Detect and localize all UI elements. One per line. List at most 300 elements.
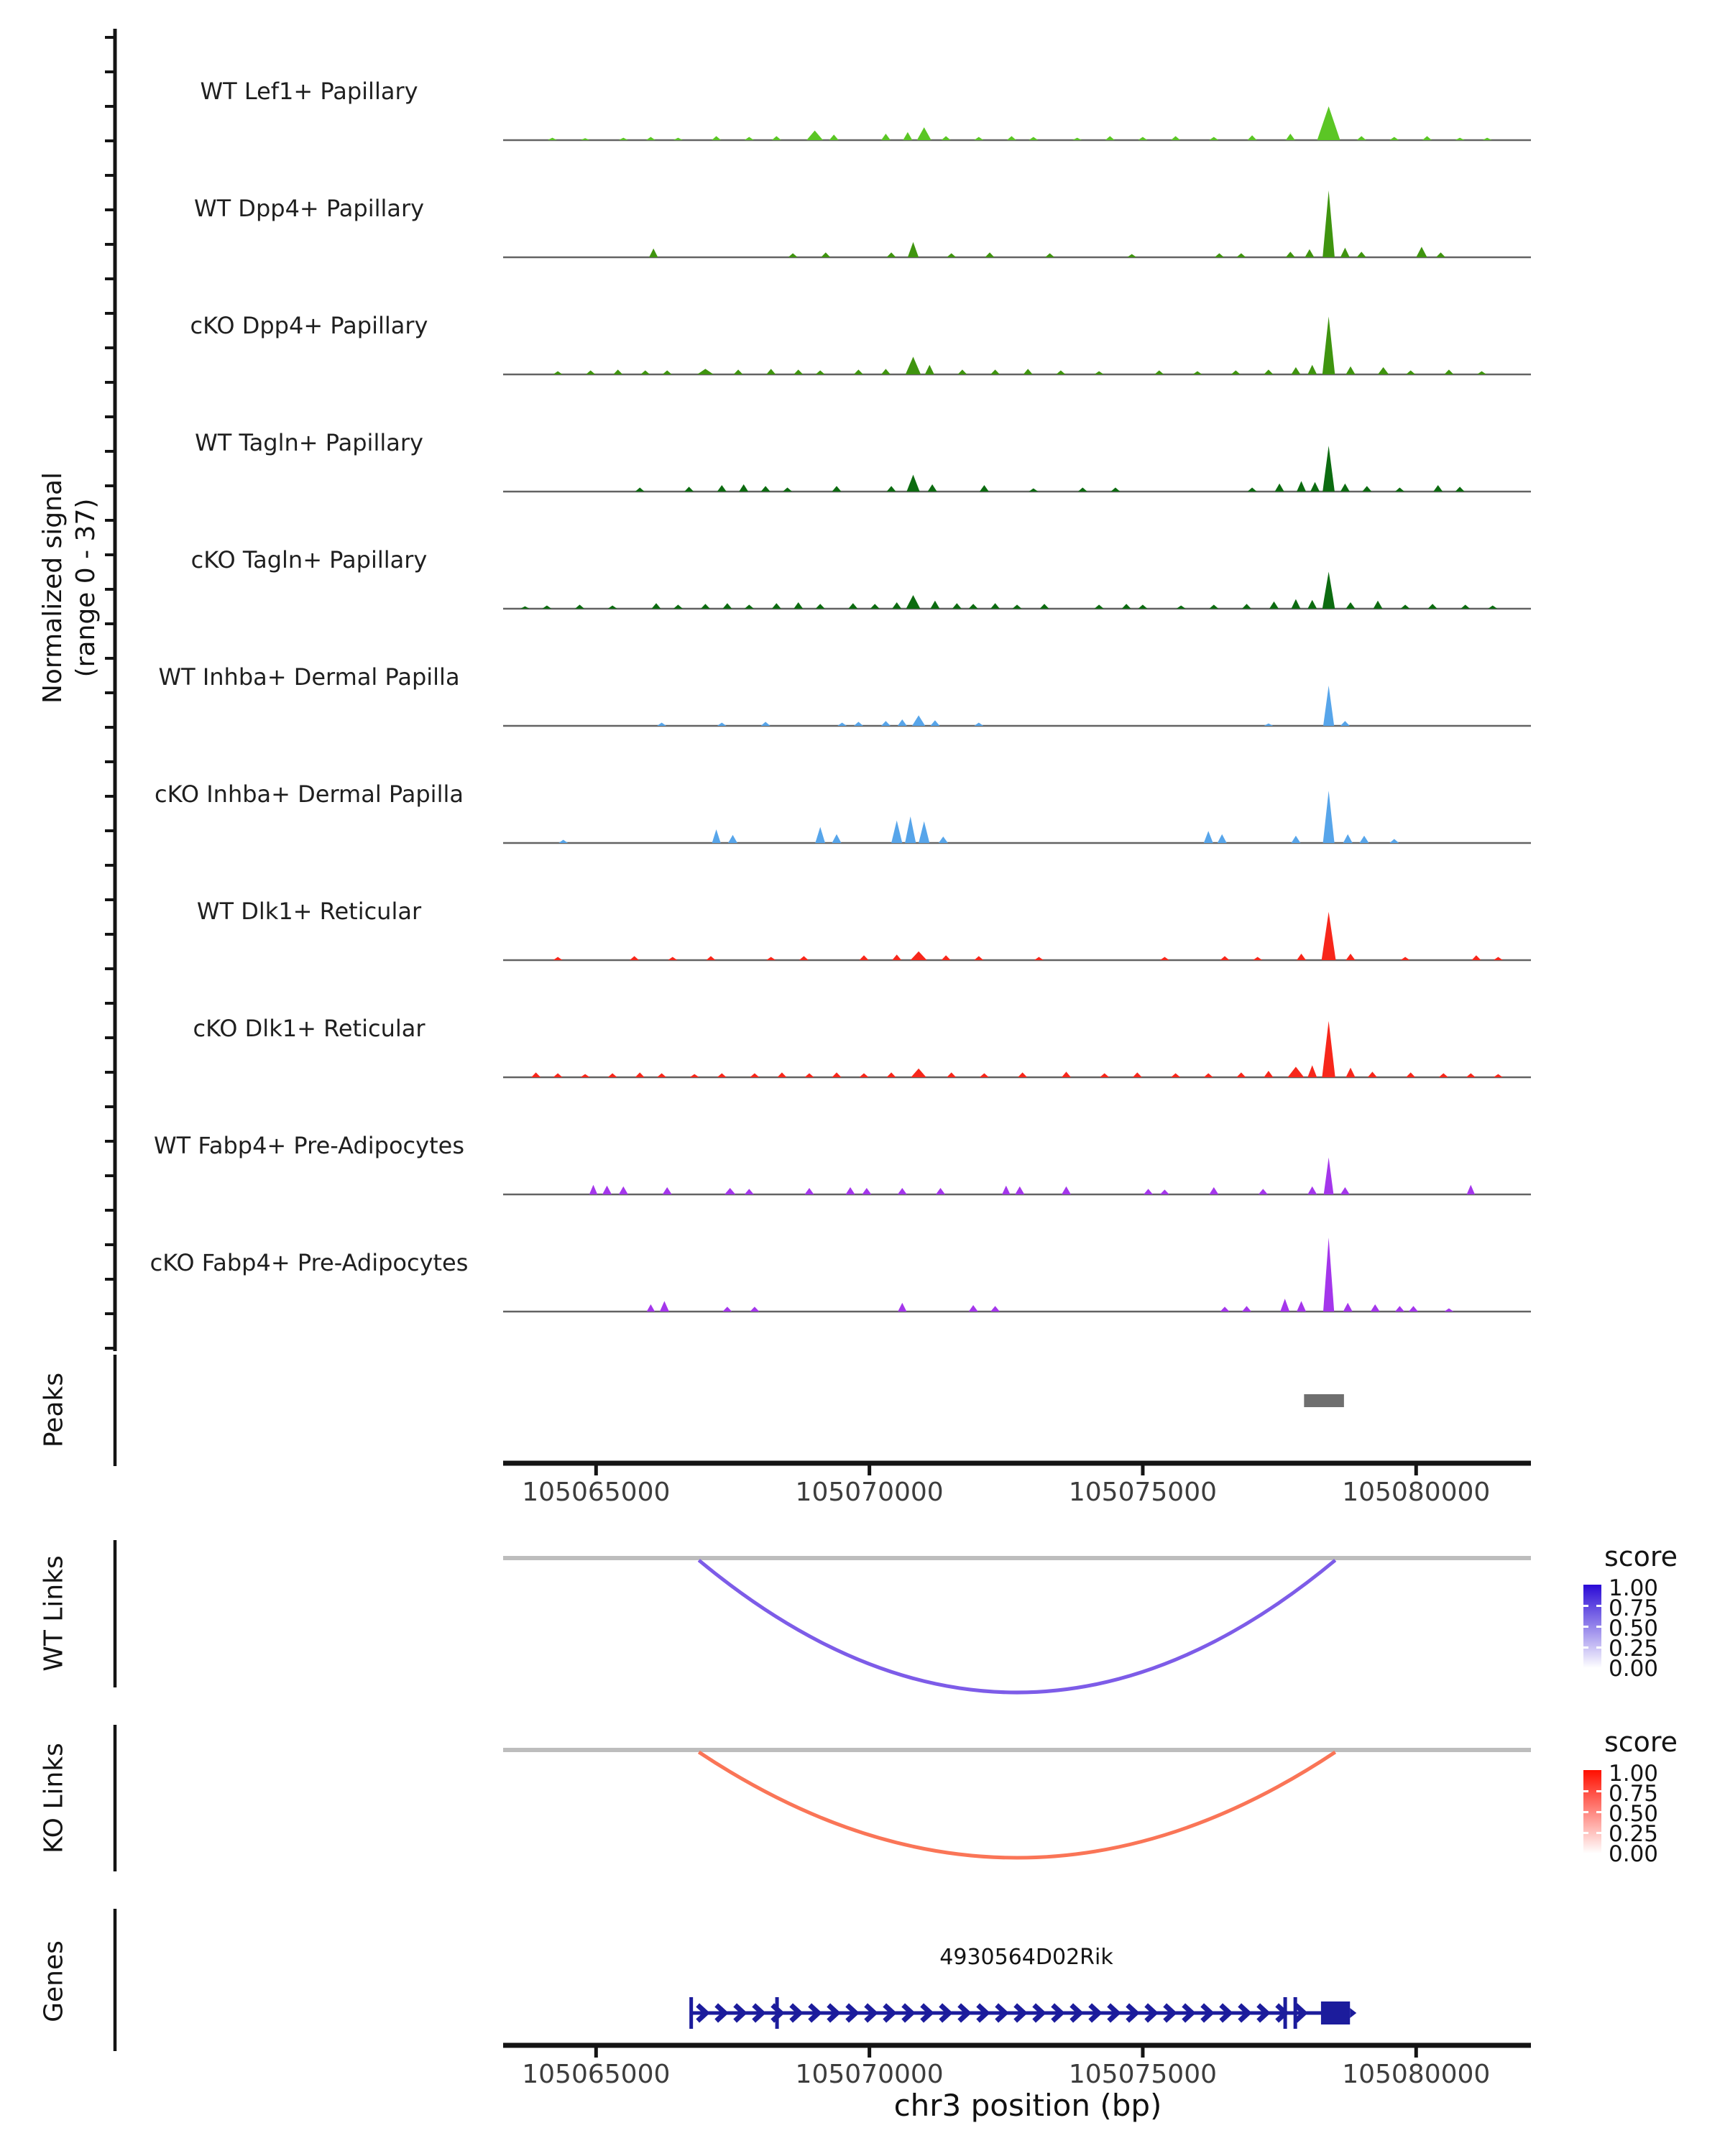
coverage-peak-area	[548, 138, 557, 140]
coverage-peak-area	[1466, 1073, 1476, 1077]
coverage-peak-area	[649, 249, 658, 257]
coverage-peak-area	[1357, 136, 1366, 140]
coverage-peak-area	[1346, 602, 1356, 609]
coverage-peak-area	[1177, 606, 1186, 609]
coverage-peak-area	[761, 722, 770, 726]
wt-score-tick: 0.75	[1609, 1595, 1659, 1621]
coverage-peak-area	[1220, 1307, 1230, 1312]
coverage-peak-area	[1322, 446, 1335, 492]
coverage-peak-area	[712, 829, 721, 843]
coverage-peak-area	[608, 606, 617, 609]
coverage-peak-area	[906, 595, 921, 609]
coverage-peak-area	[1264, 369, 1273, 374]
coverage-peak-area	[1242, 604, 1251, 609]
coverage-peak-area	[1346, 367, 1356, 374]
ko-score-legend	[1578, 1726, 1725, 1913]
gene-exon-tick	[1284, 1997, 1287, 2029]
coverage-peak-area	[898, 1188, 907, 1194]
coverage-peak-area	[1460, 604, 1470, 609]
coverage-peak-area	[712, 136, 721, 140]
coverage-peak-area	[1138, 137, 1148, 141]
coverage-peak-area	[750, 1307, 759, 1312]
coverage-peak-area	[1292, 599, 1301, 609]
coverage-peak-area	[958, 369, 967, 374]
coverage-peak-area	[722, 603, 732, 609]
coverage-peak-area	[734, 369, 743, 374]
coverage-peak-area	[701, 604, 710, 609]
coverage-peak-area	[1275, 484, 1284, 492]
ko-score-tick: 0.75	[1609, 1781, 1659, 1807]
coverage-peak-area	[630, 956, 639, 960]
coverage-peak-area	[892, 954, 901, 960]
coverage-peak-area	[1160, 1189, 1169, 1194]
coverage-peak-area	[1297, 1301, 1306, 1312]
coverage-peak-area	[1322, 572, 1335, 609]
ko-score-legend-title: score	[1604, 1726, 1678, 1758]
track-label: WT Dpp4+ Papillary	[193, 195, 425, 222]
track-label: cKO Inhba+ Dermal Papilla	[155, 780, 464, 808]
coverage-peak-area	[1444, 1309, 1453, 1312]
coverage-peak-area	[745, 1189, 754, 1194]
coverage-peak-area	[925, 365, 934, 374]
ko-score-tick: 1.00	[1609, 1761, 1659, 1787]
coverage-peak-area	[906, 356, 921, 374]
coverage-peak-area	[657, 1073, 666, 1077]
coverage-peak-area	[646, 137, 656, 141]
coverage-peak-area	[1297, 954, 1306, 960]
coverage-peak-area	[558, 840, 568, 844]
coverage-peak-area	[690, 1074, 699, 1078]
coverage-peak-area	[1401, 957, 1410, 961]
coverage-peak-area	[805, 1073, 814, 1077]
coverage-peak-area	[821, 252, 830, 257]
coverage-peak-area	[707, 956, 716, 960]
coverage-peak-area	[1374, 601, 1383, 609]
coverage-peak-area	[919, 821, 929, 843]
section-label-peaks: Peaks	[39, 1372, 69, 1448]
coverage-peak-area	[766, 957, 776, 961]
coverage-peak-area	[1280, 1299, 1289, 1312]
coverage-peak-area	[766, 369, 776, 374]
coverage-peak-area	[1110, 487, 1120, 492]
coverage-peak-area	[602, 1186, 612, 1194]
gene-exon-box	[1321, 2001, 1350, 2024]
coverage-peak-area	[553, 1073, 563, 1077]
x-tick-label: 105065000	[522, 2060, 671, 2089]
coverage-peak-area	[1409, 1306, 1418, 1312]
coverage-peak-area	[1340, 1187, 1350, 1194]
gene-exon-tick	[1294, 1997, 1297, 2029]
coverage-peak-area	[575, 604, 584, 609]
coverage-peak-area	[1002, 1186, 1010, 1194]
coverage-peak-area	[1340, 721, 1350, 726]
coverage-peak-area	[739, 484, 748, 492]
y-axis-title	[37, 472, 103, 704]
coverage-peak-area	[1322, 316, 1335, 374]
coverage-peak-area	[647, 1304, 655, 1312]
coverage-peak-area	[1127, 254, 1136, 258]
coverage-peak-area	[1389, 137, 1399, 141]
coverage-peak-area	[1288, 1067, 1305, 1077]
coverage-peak-area	[1078, 487, 1087, 492]
coverage-peak-area	[1105, 136, 1115, 140]
coverage-peak-area	[952, 603, 962, 609]
coverage-peak-area	[663, 370, 672, 374]
coverage-peak-area	[887, 1072, 896, 1077]
coverage-peak-area	[1428, 604, 1438, 609]
coverage-peak-area	[911, 952, 927, 960]
wt-score-tick: 0.25	[1609, 1636, 1659, 1662]
coverage-peak-area	[1455, 487, 1465, 492]
coverage-peak-area	[1488, 606, 1497, 609]
coverage-peak-area	[640, 370, 650, 374]
coverage-peak-area	[1322, 1021, 1335, 1077]
coverage-peak-area	[1307, 1065, 1317, 1077]
x-tick-label: 105065000	[522, 1478, 671, 1507]
coverage-peak-area	[1218, 834, 1227, 843]
coverage-peak-area	[911, 1069, 926, 1077]
coverage-peak-area	[1455, 138, 1465, 140]
coverage-peak-area	[1056, 370, 1065, 374]
coverage-peak-area	[1307, 600, 1317, 609]
section-label-wt-links: WT Links	[39, 1555, 69, 1672]
legend-quarter-notch	[1583, 1626, 1588, 1628]
gene-exon-tick	[776, 1997, 779, 2029]
coverage-peak-area	[870, 604, 880, 609]
coverage-peak-area	[1433, 485, 1443, 492]
coverage-peak-area	[1322, 912, 1336, 960]
coverage-peak-area	[1144, 1189, 1153, 1194]
coverage-peak-area	[717, 723, 727, 727]
coverage-peak-area	[917, 127, 932, 140]
coverage-peak-area	[969, 604, 978, 609]
coverage-peak-area	[1444, 369, 1453, 374]
coverage-peak-area	[728, 835, 737, 843]
coverage-peak-area	[980, 485, 989, 492]
coverage-peak-area	[832, 834, 842, 843]
coverage-peak-area	[881, 369, 891, 374]
coverage-peak-area	[1242, 1306, 1251, 1312]
coverage-peak-area	[1231, 370, 1241, 374]
coverage-peak-area	[881, 721, 891, 726]
coverage-peak-area	[581, 138, 590, 140]
x-tick-label: 105080000	[1342, 2060, 1491, 2089]
coverage-peak-area	[1467, 1185, 1475, 1194]
coverage-peak-area	[816, 370, 825, 374]
wt-score-legend	[1578, 1541, 1725, 1728]
coverage-peak-area	[788, 253, 798, 257]
coverage-peak-area	[1015, 1187, 1024, 1194]
coverage-peak-area	[581, 1074, 590, 1078]
track-label: WT Lef1+ Papillary	[200, 78, 418, 105]
coverage-peak-area	[1368, 1072, 1377, 1077]
track-label: cKO Dlk1+ Reticular	[193, 1015, 426, 1042]
coverage-peak-area	[697, 369, 714, 374]
coverage-peak-area	[673, 138, 683, 140]
coverage-peak-area	[985, 252, 995, 257]
coverage-peak-area	[860, 1073, 869, 1077]
coverage-peak-area	[846, 1187, 855, 1194]
coverage-peak-area	[1204, 1073, 1213, 1077]
track-label: WT Tagln+ Papillary	[195, 429, 423, 456]
coverage-peak-area	[832, 1072, 842, 1077]
coverage-peak-area	[619, 1187, 628, 1194]
coverage-peak-area	[745, 604, 754, 609]
coverage-peak-area	[619, 138, 628, 140]
coverage-peak-area	[1253, 957, 1262, 961]
coverage-peak-area	[1248, 135, 1257, 140]
coverage-peak-area	[589, 1185, 597, 1194]
coverage-peak-area	[912, 715, 925, 726]
coverage-peak-area	[905, 816, 916, 843]
coverage-peak-area	[520, 607, 530, 609]
coverage-peak-area	[717, 485, 727, 492]
coverage-peak-area	[652, 603, 661, 609]
coverage-peak-area	[980, 1073, 989, 1077]
coverage-peak-area	[1029, 489, 1038, 492]
gene-end-arrow	[1350, 2008, 1356, 2018]
track-label: cKO Fabp4+ Pre-Adipocytes	[150, 1249, 469, 1276]
coverage-peak-area	[684, 487, 694, 492]
coverage-peak-area	[881, 134, 891, 140]
track-label: WT Fabp4+ Pre-Adipocytes	[154, 1132, 464, 1159]
coverage-peak-area	[947, 253, 956, 257]
coverage-peak-area	[1371, 1304, 1380, 1312]
coverage-peak-area	[1346, 1068, 1356, 1077]
coverage-peak-area	[1040, 604, 1049, 609]
coverage-peak-area	[887, 486, 896, 492]
coverage-peak-area	[1024, 369, 1033, 374]
coverage-peak-area	[1395, 487, 1404, 492]
coverage-peak-area	[990, 369, 1000, 374]
coverage-peak-area	[717, 1073, 727, 1077]
coverage-peak-area	[1483, 138, 1492, 140]
coverage-peak-area	[1292, 367, 1301, 374]
coverage-peak-area	[1029, 137, 1038, 141]
coverage-peak-area	[1209, 604, 1218, 609]
coverage-peak-area	[1323, 791, 1335, 843]
coverage-peak-area	[969, 1305, 978, 1312]
coverage-peak-area	[1322, 190, 1335, 257]
coverage-peak-area	[1310, 482, 1320, 492]
coverage-peak-area	[805, 1188, 814, 1194]
coverage-peak-area	[1034, 957, 1044, 961]
coverage-peak-area	[660, 1301, 669, 1312]
legend-quarter-notch	[1583, 1790, 1588, 1792]
coverage-peak-area	[772, 603, 781, 609]
gene-exon-tick	[689, 1997, 693, 2029]
legend-quarter-notch	[1596, 1811, 1601, 1813]
coverage-peak-area	[1286, 252, 1295, 257]
coverage-peak-area	[1160, 957, 1169, 961]
track-label: cKO Tagln+ Papillary	[190, 546, 428, 573]
legend-quarter-notch	[1596, 1626, 1601, 1628]
coverage-peak-area	[862, 1188, 871, 1194]
coverage-peak-area	[848, 603, 857, 609]
legend-quarter-notch	[1596, 1605, 1601, 1607]
coverage-peak-area	[1340, 484, 1350, 492]
legend-quarter-notch	[1583, 1605, 1588, 1607]
coverage-peak-area	[1013, 604, 1022, 609]
coverage-peak-area	[1472, 955, 1481, 960]
coverage-peak-area	[608, 1073, 617, 1077]
section-label-genes: Genes	[39, 1940, 69, 2022]
coverage-peak-area	[613, 369, 622, 374]
legend-quarter-notch	[1596, 1790, 1601, 1792]
coverage-peak-area	[1154, 370, 1164, 374]
coverage-peak-area	[806, 131, 823, 140]
coverage-peak-area	[1095, 372, 1104, 375]
coverage-peak-area	[1248, 487, 1257, 492]
legend-quarter-notch	[1583, 1832, 1588, 1834]
coverage-peak-area	[531, 1072, 540, 1077]
coverage-peak-area	[1220, 956, 1230, 960]
coverage-peak-area	[745, 137, 754, 141]
coverage-peak-area	[854, 722, 863, 726]
coverage-peak-area	[1416, 247, 1427, 257]
coverage-peak-area	[663, 1187, 672, 1194]
coverage-peak-area	[761, 486, 770, 492]
coverage-peak-area	[635, 1072, 645, 1077]
coverage-peak-area	[1297, 481, 1306, 492]
coverage-peak-area	[860, 955, 869, 960]
coverage-peak-area	[816, 604, 825, 609]
x-tick-label: 105075000	[1068, 2060, 1218, 2089]
coverage-peak-area	[898, 719, 907, 726]
coverage-peak-area	[542, 606, 551, 609]
ko-score-tick: 0.50	[1609, 1801, 1659, 1827]
coverage-peak-area	[1007, 136, 1016, 140]
wt-score-legend-title: score	[1604, 1541, 1678, 1572]
legend-quarter-notch	[1596, 1832, 1601, 1834]
coverage-peak-area	[1171, 136, 1180, 140]
coverage-peak-area	[1317, 106, 1340, 140]
coverage-peak-area	[1269, 602, 1279, 609]
coverage-peak-area	[778, 1072, 787, 1077]
coverage-peak-area	[794, 602, 803, 609]
coverage-peak-area	[668, 957, 677, 961]
coverage-peak-area	[947, 1072, 956, 1077]
coverage-peak-area	[990, 603, 1000, 609]
coverage-peak-area	[1286, 134, 1295, 140]
coverage-peak-area	[974, 137, 983, 141]
coverage-peak-area	[942, 955, 951, 960]
coverage-peak-area	[1324, 1158, 1334, 1195]
track-label: WT Inhba+ Dermal Papilla	[158, 663, 460, 691]
x-tick-label: 105070000	[795, 2060, 944, 2089]
coverage-peak-area	[930, 601, 939, 609]
ko-link-arc	[699, 1752, 1335, 1858]
coverage-peak-area	[1018, 1072, 1027, 1077]
coverage-peak-area	[1494, 957, 1503, 961]
coverage-peak-area	[553, 957, 563, 961]
coverage-peak-area	[783, 487, 792, 492]
coverage-peak-area	[930, 720, 939, 726]
coverage-peak-area	[1340, 248, 1350, 257]
coverage-peak-area	[1378, 367, 1389, 374]
wt-score-tick: 0.00	[1609, 1656, 1659, 1682]
coverage-peak-area	[903, 132, 912, 140]
coverage-peak-area	[1323, 686, 1334, 726]
coverage-peak-area	[908, 242, 919, 257]
coverage-peak-area	[829, 134, 839, 140]
coverage-peak-area	[1307, 1187, 1317, 1194]
coverage-peak-area	[837, 723, 847, 727]
coverage-peak-area	[815, 827, 825, 843]
legend-quarter-notch	[1583, 1646, 1588, 1649]
ko-score-tick: 0.25	[1609, 1821, 1659, 1847]
wt-score-tick: 0.50	[1609, 1616, 1659, 1641]
coverage-peak-area	[939, 837, 948, 843]
coverage-peak-area	[1045, 253, 1054, 257]
coverage-peak-area	[1406, 370, 1415, 374]
legend-quarter-notch	[1596, 1646, 1601, 1649]
coverage-peak-area	[832, 486, 842, 492]
coverage-peak-area	[1193, 372, 1202, 375]
x-tick-label: 105075000	[1068, 1478, 1218, 1507]
coverage-peak-area	[799, 956, 809, 960]
coverage-peak-area	[657, 723, 666, 727]
section-label-ko-links: KO Links	[39, 1743, 69, 1853]
coverage-peak-area	[974, 723, 983, 727]
coverage-peak-area	[942, 136, 951, 140]
coverage-peak-area	[586, 370, 595, 374]
coverage-peak-area	[1439, 1073, 1448, 1077]
coverage-peak-area	[1062, 1187, 1071, 1194]
coverage-peak-area	[1122, 604, 1131, 609]
ko-score-tick: 0.00	[1609, 1841, 1659, 1867]
coverage-peak-area	[1236, 253, 1246, 257]
coverage-peak-area	[1477, 372, 1486, 375]
coverage-peak-area	[553, 372, 563, 375]
wt-score-tick: 1.00	[1609, 1575, 1659, 1601]
coverage-peak-area	[1259, 1189, 1268, 1194]
coverage-peak-area	[1305, 249, 1315, 257]
coverage-peak-area	[673, 604, 683, 609]
coverage-peak-area	[1360, 836, 1369, 843]
coverage-peak-area	[722, 1307, 732, 1312]
coverage-peak-area	[1389, 839, 1399, 843]
coverage-peak-area	[1095, 604, 1104, 609]
coverage-peak-area	[1072, 138, 1082, 140]
legend-quarter-notch	[1583, 1811, 1588, 1813]
coverage-peak-area	[891, 821, 902, 843]
coverage-peak-area	[1215, 253, 1224, 257]
coverage-peak-area	[928, 484, 937, 492]
peak-region-rect	[1304, 1394, 1344, 1407]
coverage-peak-area	[1133, 1072, 1142, 1077]
coverage-peak-area	[1171, 1073, 1180, 1077]
coverage-peak-area	[1138, 604, 1148, 609]
coverage-peak-area	[892, 602, 901, 609]
y-axis-title-line2: (range 0 - 37)	[71, 498, 101, 678]
x-axis-title: chr3 position (bp)	[893, 2088, 1162, 2123]
coverage-peak-area	[1401, 604, 1410, 609]
y-axis-title-line1: Normalized signal	[38, 471, 68, 704]
coverage-peak-area	[1406, 1072, 1415, 1077]
coverage-peak-area	[990, 1306, 1000, 1312]
coverage-peak-area	[887, 252, 896, 257]
coverage-peak-area	[1422, 136, 1432, 140]
coverage-peak-area	[1343, 1303, 1353, 1312]
x-tick-label: 105070000	[795, 1478, 944, 1507]
coverage-peak-area	[1264, 1071, 1273, 1077]
coverage-peak-area	[898, 1303, 906, 1312]
coverage-peak-area	[974, 956, 983, 960]
coverage-peak-area	[1062, 1072, 1071, 1077]
coverage-peak-area	[1209, 1187, 1218, 1194]
coverage-peak-area	[1494, 1074, 1503, 1078]
